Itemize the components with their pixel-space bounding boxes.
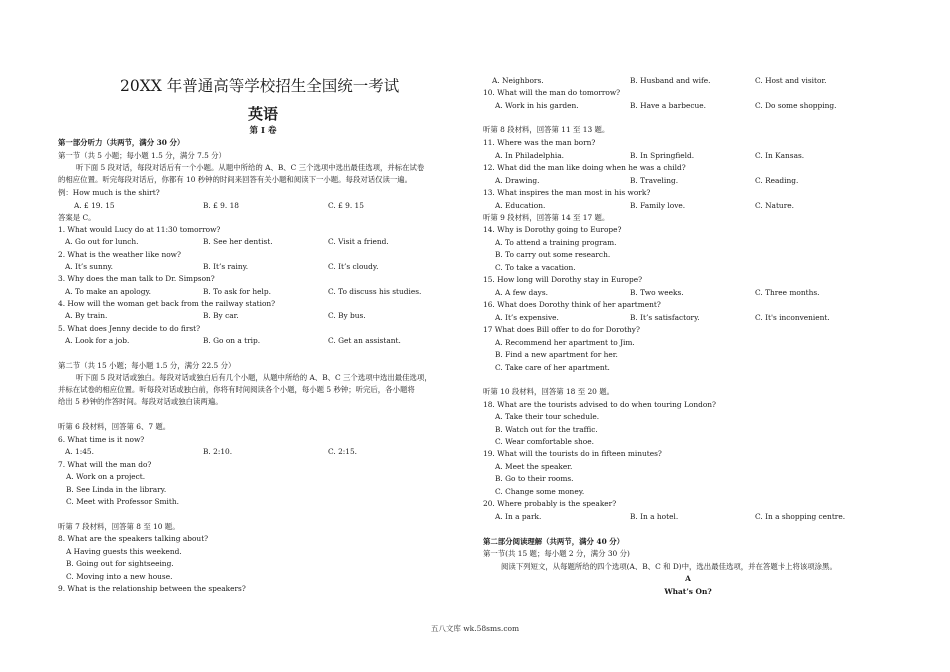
option-a: A. Neighbors. (492, 76, 544, 85)
section2-instructions-line2: 并标在试卷的相应位置。听每段对话或独白前，你将有时间阅读各个小题，每小题 5 秒钟；听完后，各小题将 (58, 385, 415, 394)
example-question: 例：How much is the shirt? (58, 188, 160, 197)
question-19-option-c: C. Change some money. (495, 487, 585, 496)
question-8-option-b: B. Going out for sightseeing. (66, 559, 174, 568)
option-b: B. Traveling. (630, 176, 679, 185)
question-2: 2. What is the weather like now? (58, 250, 181, 259)
option-c: C. Reading. (755, 176, 799, 185)
question-5: 5. What does Jenny decide to do first? (58, 324, 201, 333)
question-5-options (58, 335, 468, 347)
section2-instructions-line1: 听下面 5 段对话或独白。每段对话或独白后有几个小题，从题中所给的 A、B、C 三个选项中选出最佳选项， (76, 373, 432, 382)
option-c: C. In a shopping centre. (755, 512, 846, 521)
option-a: A. Work in his garden. (495, 101, 579, 110)
question-15: 15. How long will Dorothy stay in Europe? (483, 275, 643, 284)
option-c: C. Get an assistant. (328, 336, 401, 345)
question-18-option-b: B. Watch out for the traffic. (495, 425, 598, 434)
option-b: B. By car. (203, 311, 239, 320)
question-17-option-c: C. Take care of her apartment. (495, 363, 610, 372)
material-6-intro: 听第 6 段材料，回答第 6、7 题。 (58, 422, 171, 431)
passage-title: What’s On? (664, 587, 712, 596)
option-c: C. To discuss his studies. (328, 287, 422, 296)
option-a: A. £ 19. 15 (74, 201, 115, 210)
option-c: C. Nature. (755, 201, 794, 210)
question-16-options (483, 312, 893, 324)
question-3: 3. Why does the man talk to Dr. Simpson? (58, 274, 215, 283)
section1-instructions-line2: 的相应位置。听完每段对话后，你都有 10 秒钟的时间来回答有关小题和阅读下一小题。每段对话仅读一遍。 (58, 175, 413, 184)
question-9-options (483, 75, 893, 87)
option-c: C. In Kansas. (755, 151, 805, 160)
section2-heading: 第二节（共 15 小题；每小题 1.5 分，满分 22.5 分） (58, 361, 236, 370)
question-17: 17 What does Bill offer to do for Dorothy? (483, 325, 640, 334)
option-a: A. Look for a job. (65, 336, 130, 345)
question-10: 10. What will the man do tomorrow? (483, 88, 621, 97)
part2-section1-instructions: 阅读下列短文，从每题所给的四个选项(A、B、C 和 D)中，选出最佳选项，并在答题卡上将该项涂黑。 (501, 562, 837, 571)
option-b: B. In Springfield. (630, 151, 695, 160)
question-13: 13. What inspires the man most in his work? (483, 188, 651, 197)
option-b: B. To ask for help. (203, 287, 271, 296)
subject-title: 英语 (247, 105, 278, 123)
example-options (58, 200, 468, 212)
question-11-options (483, 150, 893, 162)
question-18-option-a: A. Take their tour schedule. (495, 412, 600, 421)
question-17-option-a: A. Recommend her apartment to Jim. (495, 338, 635, 347)
option-a: A. To make an apology. (65, 287, 151, 296)
volume-label: 第 I 卷 (249, 126, 277, 136)
option-c: C. £ 9. 15 (328, 201, 364, 210)
question-17-option-b: B. Find a new apartment for her. (495, 350, 618, 359)
option-a: A. In Philadelphia. (495, 151, 565, 160)
option-a: A. In a park. (495, 512, 542, 521)
question-13-options (483, 200, 893, 212)
question-18: 18. What are the tourists advised to do when touring London? (483, 400, 717, 409)
option-c: C. Host and visitor. (755, 76, 827, 85)
option-a: A. It’s expensive. (495, 313, 559, 322)
material-7-intro: 听第 7 段材料，回答第 8 至 10 题。 (58, 522, 180, 531)
option-c: C. Visit a friend. (328, 237, 389, 246)
material-8-intro: 听第 8 段材料，回答第 11 至 13 题。 (483, 125, 610, 134)
section2-instructions-line3: 给出 5 秒钟的作答时间。每段对话或独白读两遍。 (58, 397, 223, 406)
question-6: 6. What time is it now? (58, 435, 145, 444)
question-7-option-a: A. Work on a project. (66, 472, 146, 481)
option-b: B. Have a barbecue. (630, 101, 707, 110)
question-7-option-c: C. Meet with Professor Smith. (66, 497, 179, 506)
material-9-intro: 听第 9 段材料，回答第 14 至 17 题。 (483, 213, 610, 222)
question-8: 8. What are the speakers talking about? (58, 534, 209, 543)
option-a: A. Drawing. (495, 176, 540, 185)
question-14: 14. Why is Dorothy going to Europe? (483, 225, 622, 234)
option-c: C. It's inconvenient. (755, 313, 830, 322)
option-a: A. Education. (495, 201, 546, 210)
question-11: 11. Where was the man born? (483, 138, 596, 147)
question-4: 4. How will the woman get back from the railway station? (58, 299, 276, 308)
question-19-option-a: A. Meet the speaker. (495, 462, 573, 471)
option-b: B. Go on a trip. (203, 336, 261, 345)
option-c: C. 2:15. (328, 447, 358, 456)
option-b: B. See her dentist. (203, 237, 273, 246)
question-16: 16. What does Dorothy think of her apartment? (483, 300, 661, 309)
option-a: A. It’s sunny. (65, 262, 114, 271)
example-answer: 答案是 C。 (58, 213, 96, 222)
option-b: B. Husband and wife. (630, 76, 711, 85)
question-1: 1. What would Lucy do at 11:30 tomorrow? (58, 225, 221, 234)
option-a: A. Go out for lunch. (65, 237, 139, 246)
option-b: B. In a hotel. (630, 512, 679, 521)
passage-letter: A (685, 574, 691, 583)
option-c: C. By bus. (328, 311, 366, 320)
footer-watermark: 五八文库 wk.58sms.com (430, 624, 520, 633)
option-b: B. Two weeks. (630, 288, 684, 297)
option-c: C. Do some shopping. (755, 101, 837, 110)
question-1-options (58, 236, 468, 248)
question-7-option-b: B. See Linda in the library. (66, 485, 167, 494)
option-a: A. 1:45. (65, 447, 94, 456)
question-19-option-b: B. Go to their rooms. (495, 474, 574, 483)
option-b: B. It’s rainy. (203, 262, 249, 271)
question-19: 19. What will the tourists do in fifteen minutes? (483, 449, 662, 458)
page-title: 20XX 年普通高等学校招生全国统一考试 (120, 77, 400, 95)
section1-instructions-line1: 听下面 5 段对话，每段对话后有一个小题。从题中所给的 A、B、C 三个选项中选出最佳选项，并标在试卷 (76, 163, 425, 172)
option-b: B. 2:10. (203, 447, 233, 456)
material-10-intro: 听第 10 段材料，回答第 18 至 20 题。 (483, 387, 614, 396)
question-8-option-a: A Having guests this weekend. (66, 547, 182, 556)
part2-heading: 第二部分阅读理解（共两节，满分 40 分） (483, 537, 625, 546)
part2-section1-heading: 第一节(共 15 题；每小题 2 分，满分 30 分) (483, 549, 630, 558)
question-8-option-c: C. Moving into a new house. (66, 572, 173, 581)
question-4-options (58, 310, 468, 322)
question-18-option-c: C. Wear comfortable shoe. (495, 437, 594, 446)
question-7: 7. What will the man do? (58, 460, 152, 469)
option-a: A. By train. (65, 311, 108, 320)
option-a: A. A few days. (495, 288, 548, 297)
question-10-options (483, 100, 893, 112)
question-12-options (483, 175, 893, 187)
question-2-options (58, 261, 468, 273)
option-b: B. Family love. (630, 201, 686, 210)
option-c: C. It’s cloudy. (328, 262, 379, 271)
question-20-options (483, 511, 893, 523)
question-12: 12. What did the man like doing when he was a child? (483, 163, 686, 172)
part1-heading: 第一部分听力（共两节，满分 30 分） (58, 138, 185, 147)
option-c: C. Three months. (755, 288, 820, 297)
option-b: B. It’s satisfactory. (630, 313, 700, 322)
question-14-option-a: A. To attend a training program. (495, 238, 617, 247)
question-14-option-c: C. To take a vacation. (495, 263, 576, 272)
question-3-options (58, 286, 468, 298)
question-6-options (58, 446, 468, 458)
option-b: B. £ 9. 18 (203, 201, 239, 210)
section1-heading: 第一节（共 5 小题；每小题 1.5 分，满分 7.5 分） (58, 151, 226, 160)
question-20: 20. Where probably is the speaker? (483, 499, 617, 508)
question-14-option-b: B. To carry out some research. (495, 250, 611, 259)
question-15-options (483, 287, 893, 299)
question-9: 9. What is the relationship between the speakers? (58, 584, 246, 593)
